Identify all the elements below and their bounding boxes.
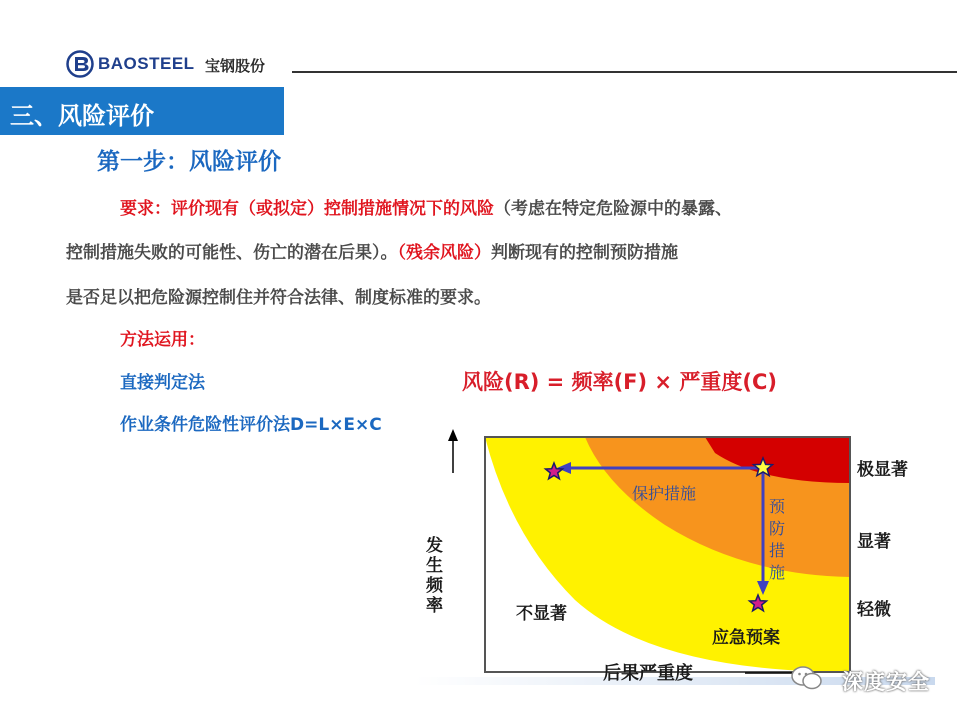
emergency-plan-label: 应急预案 [712, 628, 780, 648]
requirement-line-2 [66, 238, 886, 263]
requirement-highlight: 评价现有（或拟定）控制措施情况下的风险 [171, 199, 494, 219]
level-minor-label: 轻微 [857, 600, 891, 620]
wechat-icon [790, 665, 824, 691]
baosteel-logo-mark-icon [66, 50, 94, 78]
x-axis-label: 后果严重度 [603, 663, 693, 684]
step-title: 第一步：风险评价 [97, 149, 281, 175]
requirement-line-3: 是否足以把危险源控制住并符合法律、制度标准的要求。 [66, 288, 491, 308]
section-title: 三、风险评价 [10, 102, 154, 130]
protect-measures-label: 保护措施 [632, 484, 697, 503]
logo-english-text: BAOSTEEL [98, 54, 195, 73]
watermark-text: 深度安全 [842, 670, 930, 694]
header-divider [292, 71, 957, 73]
logo-chinese-text: 宝钢股份 [205, 57, 266, 75]
zone-insignificant-label: 不显著 [516, 604, 567, 624]
method-lec-evaluation: 作业条件危险性评价法D=L×E×C [120, 415, 382, 435]
y-axis-label: 发生频率 [426, 536, 443, 616]
methods-title: 方法运用： [120, 330, 205, 350]
level-extreme-label: 极显著 [857, 460, 908, 480]
risk-formula: 风险(R) = 频率(F) × 严重度(C) [462, 370, 777, 394]
requirement-text-2-end: 判断现有的控制预防措施 [491, 243, 678, 263]
residual-risk-highlight: （残余风险） [397, 243, 491, 263]
requirement-text-2: 控制措施失败的可能性、伤亡的潜在后果）。 [66, 243, 398, 263]
method-direct-judgment: 直接判定法 [120, 373, 205, 393]
requirement-text-1: （考虑在特定危险源中的暴露、 [494, 199, 732, 219]
requirement-line-1 [66, 194, 886, 219]
baosteel-logo [66, 50, 291, 82]
y-axis-arrowhead-icon [448, 429, 458, 441]
level-significant-label: 显著 [857, 532, 891, 552]
requirement-label: 要求： [120, 199, 171, 219]
prevent-measures-label: 预防措施 [769, 497, 786, 582]
